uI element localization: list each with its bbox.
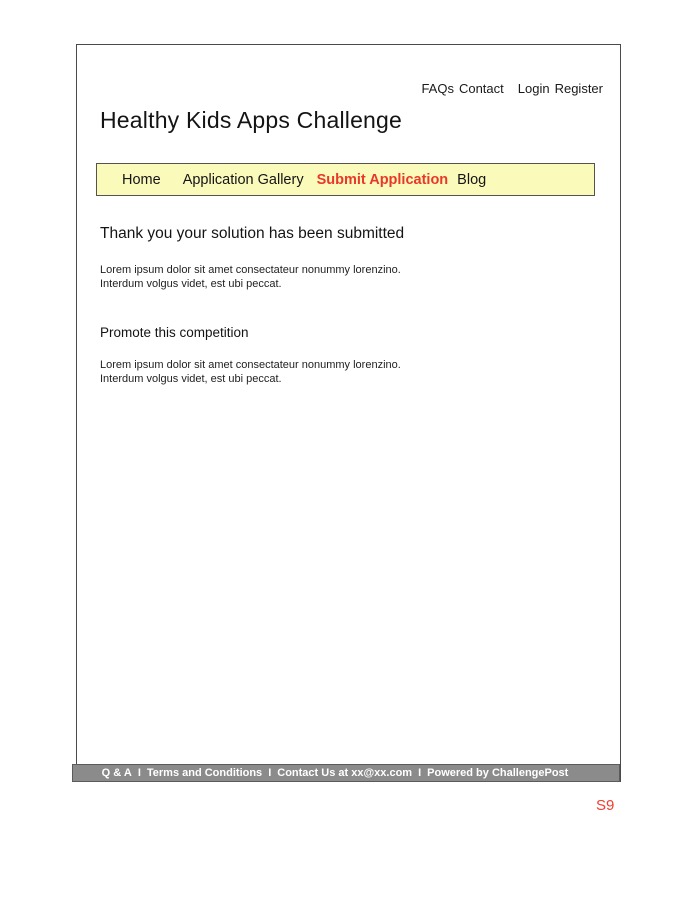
- promote-heading: Promote this competition: [100, 325, 249, 340]
- footer-link-contact[interactable]: Contact Us at xx@xx.com: [277, 767, 413, 779]
- login-link[interactable]: Login: [517, 81, 550, 96]
- register-link[interactable]: Register: [554, 81, 603, 96]
- footer-link-qa[interactable]: Q & A: [101, 767, 132, 779]
- confirmation-section: [100, 225, 404, 291]
- footer-separator: I: [137, 767, 141, 779]
- wireframe-page: [76, 44, 621, 782]
- footer-link-powered[interactable]: Powered by ChallengePost: [427, 767, 569, 779]
- contact-link[interactable]: Contact: [458, 81, 504, 96]
- confirmation-body-line: Lorem ipsum dolor sit amet consectateur nonummy lorenzino.: [100, 264, 401, 276]
- confirmation-heading: Thank you your solution has been submitted: [100, 225, 405, 242]
- faqs-link[interactable]: FAQs: [421, 81, 454, 96]
- footer-link-terms[interactable]: Terms and Conditions: [146, 767, 263, 779]
- page-title: Healthy Kids Apps Challenge: [100, 107, 403, 133]
- footer-bar: [72, 764, 620, 782]
- nav-item-blog[interactable]: Blog: [457, 171, 487, 188]
- promote-section: [100, 325, 401, 386]
- main-nav: [96, 163, 595, 196]
- nav-item-submit-application[interactable]: Submit Application: [316, 171, 449, 188]
- promote-body-line: Interdum volgus videt, est ubi peccat.: [100, 373, 282, 385]
- confirmation-body-line: Interdum volgus videt, est ubi peccat.: [100, 278, 282, 290]
- utility-nav: [421, 81, 603, 96]
- nav-item-application-gallery[interactable]: Application Gallery: [182, 171, 304, 188]
- promote-body-line: Lorem ipsum dolor sit amet consectateur nonummy lorenzino.: [100, 359, 401, 371]
- nav-item-home[interactable]: Home: [122, 171, 161, 188]
- slide-number: S9: [596, 797, 615, 814]
- footer-separator: I: [418, 767, 422, 779]
- footer-separator: I: [268, 767, 272, 779]
